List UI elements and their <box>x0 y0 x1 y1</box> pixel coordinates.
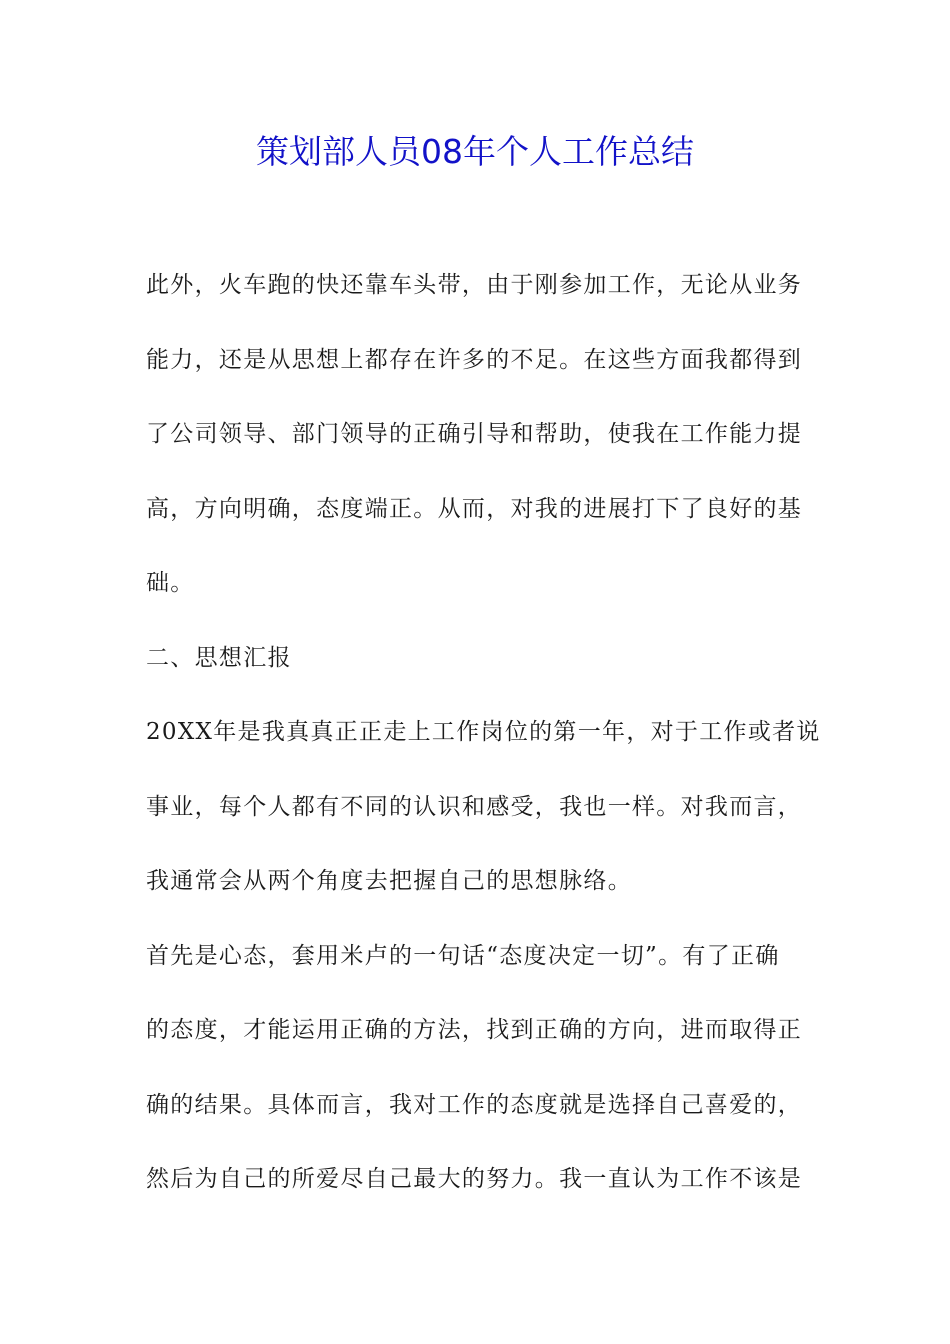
text-line: 能力，还是从思想上都存在许多的不足。在这些方面我都得到 <box>146 346 803 373</box>
text-line: 20XX年是我真真正正走上工作岗位的第一年，对于工作或者说 <box>146 719 821 745</box>
text-line: 确的结果。具体而言，我对工作的态度就是选择自己喜爱的， <box>146 1091 803 1118</box>
document-body <box>146 260 821 1229</box>
text-line: 此外，火车跑的快还靠车头带，由于刚参加工作，无论从业务 <box>146 272 803 298</box>
text-line: 了公司领导、部门领导的正确引导和帮助，使我在工作能力提 <box>146 421 803 447</box>
text-line: 础。 <box>146 570 195 596</box>
page-title: 策划部人员08年个人工作总结 <box>256 132 694 171</box>
text-line: 的态度，才能运用正确的方法，找到正确的方向，进而取得正 <box>146 1017 803 1043</box>
text-line: 高，方向明确，态度端正。从而，对我的进展打下了良好的基 <box>146 495 803 522</box>
text-line: 我通常会从两个角度去把握自己的思想脉络。 <box>146 868 632 894</box>
text-line: 事业，每个人都有不同的认识和感受，我也一样。对我而言， <box>146 793 803 820</box>
section-heading: 二、思想汇报 <box>146 644 292 671</box>
text-line: 然后为自己的所爱尽自己最大的努力。我一直认为工作不该是 <box>146 1166 803 1192</box>
text-line: 首先是心态，套用米卢的一句话“态度决定一切”。有了正确 <box>146 942 780 969</box>
